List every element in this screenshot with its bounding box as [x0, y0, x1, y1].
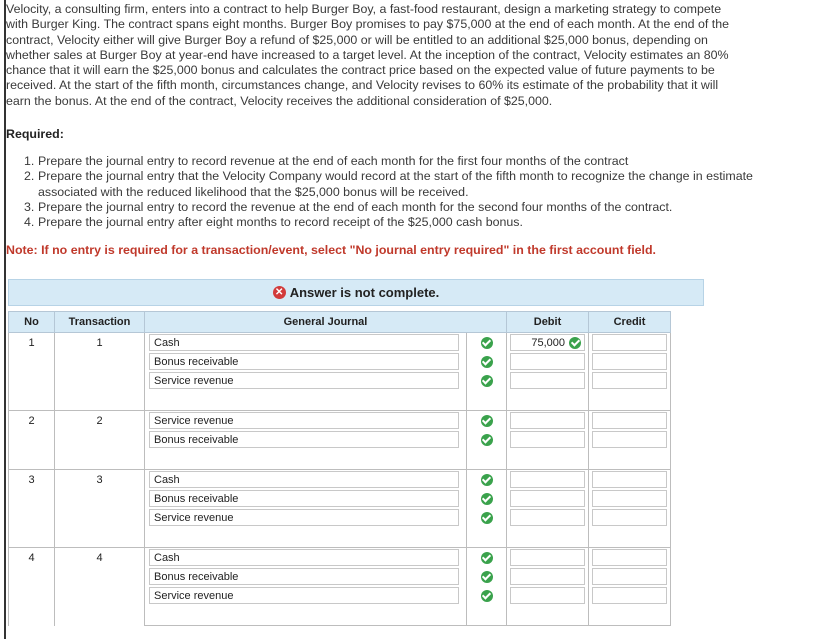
problem-line: received. At the start of the fifth month, circumstances change, and Velocity revises to 60% its estimate of the probability that it will [6, 78, 719, 93]
check-icon [481, 337, 493, 349]
debit-input[interactable] [510, 490, 585, 507]
entry-number: 2 [9, 411, 55, 470]
requirements-list [24, 154, 804, 230]
credit-input[interactable] [592, 431, 667, 448]
transaction-number: 4 [55, 548, 145, 626]
header-credit: Credit [589, 312, 671, 333]
requirement-number: 3. [24, 199, 35, 214]
credit-input[interactable] [592, 568, 667, 585]
credit-input[interactable] [592, 412, 667, 429]
check-icon [481, 434, 493, 446]
credit-input[interactable] [592, 353, 667, 370]
answer-status-banner [8, 279, 704, 306]
requirement-item [24, 200, 804, 215]
credit-input[interactable] [592, 509, 667, 526]
transaction-number: 2 [55, 411, 145, 470]
problem-line: whether sales at Burger Boy at year-end have increased to a target level. At the inception of the contract, Velocity estimates an 80% [6, 47, 729, 62]
entry-number: 3 [9, 470, 55, 548]
account-select[interactable]: Cash [149, 549, 459, 566]
transaction-number: 1 [55, 333, 145, 411]
debit-input[interactable] [510, 471, 585, 488]
requirement-item [24, 169, 804, 200]
header-transaction: Transaction [55, 312, 145, 333]
debit-input[interactable] [510, 353, 585, 370]
check-icon [481, 375, 493, 387]
account-select[interactable]: Bonus receivable [149, 490, 459, 507]
account-select[interactable]: Cash [149, 334, 459, 351]
check-icon [481, 590, 493, 602]
table-row [9, 548, 671, 568]
debit-input[interactable] [510, 568, 585, 585]
debit-input[interactable] [510, 334, 585, 351]
header-general-journal: General Journal [145, 312, 507, 333]
requirement-item [24, 154, 804, 169]
account-select[interactable]: Service revenue [149, 587, 459, 604]
account-select[interactable]: Bonus receivable [149, 353, 459, 370]
account-select[interactable]: Service revenue [149, 412, 459, 429]
required-heading: Required: [6, 127, 64, 141]
credit-input[interactable] [592, 334, 667, 351]
requirement-item [24, 215, 804, 230]
credit-input[interactable] [592, 587, 667, 604]
header-debit: Debit [507, 312, 589, 333]
debit-value: 75,000 [531, 336, 565, 349]
requirement-text: Prepare the journal entry to record revenue at the end of each month for the first four months of the contract [38, 154, 629, 168]
credit-input[interactable] [592, 549, 667, 566]
credit-input[interactable] [592, 471, 667, 488]
credit-input[interactable] [592, 490, 667, 507]
account-select[interactable]: Service revenue [149, 372, 459, 389]
credit-input[interactable] [592, 372, 667, 389]
entry-number: 4 [9, 548, 55, 626]
journal-table [8, 311, 671, 626]
account-select[interactable]: Cash [149, 471, 459, 488]
requirement-number: 2. [24, 169, 35, 184]
table-header-row [9, 312, 671, 333]
check-icon [481, 493, 493, 505]
check-icon [569, 337, 581, 349]
problem-line: contract, Velocity either will give Burger Boy a refund of $25,000 or will be entitled to an additional $25,000 bonus, depending on [6, 32, 708, 47]
problem-text [6, 2, 806, 109]
account-select[interactable]: Bonus receivable [149, 568, 459, 585]
problem-line: with Burger King. The contract spans eight months. Burger Boy promises to pay $75,000 at the end of each month. At the end of the [6, 17, 729, 32]
header-no: No [9, 312, 55, 333]
entry-number: 1 [9, 333, 55, 411]
problem-line: Velocity, a consulting firm, enters into a contract to help Burger Boy, a fast-food restaurant, design a marketing strategy to compete [6, 2, 722, 16]
debit-input[interactable] [510, 549, 585, 566]
problem-line: earn the bonus. At the end of the contract, Velocity receives the additional consideration of $25,000. [6, 93, 553, 108]
debit-input[interactable] [510, 412, 585, 429]
account-select[interactable]: Bonus receivable [149, 431, 459, 448]
check-icon [481, 571, 493, 583]
requirement-text: Prepare the journal entry after eight months to record receipt of the $25,000 cash bonus. [38, 215, 523, 230]
check-icon [481, 474, 493, 486]
table-row [9, 470, 671, 490]
debit-input[interactable] [510, 372, 585, 389]
debit-input[interactable] [510, 509, 585, 526]
check-icon [481, 415, 493, 427]
debit-input[interactable] [510, 587, 585, 604]
requirement-text: Prepare the journal entry that the Velocity Company would record at the start of the fifth month to recognize the change in estimate associated with the reduced likelihood that the $25,000 bonus will be received. [38, 169, 753, 199]
instruction-note: Note: If no entry is required for a transaction/event, select "No journal entry required" in the first account field. [6, 243, 656, 257]
check-icon [481, 552, 493, 564]
transaction-number: 3 [55, 470, 145, 548]
debit-input[interactable] [510, 431, 585, 448]
account-select[interactable]: Service revenue [149, 509, 459, 526]
requirement-number: 4. [24, 215, 35, 230]
check-icon [481, 512, 493, 524]
requirement-text: Prepare the journal entry to record the revenue at the end of each month for the second four months of the contract. [38, 199, 673, 214]
table-row [9, 411, 671, 431]
problem-line: chance that it will earn the $25,000 bonus and calculates the contract price based on the expected value of future payments to be [6, 63, 715, 78]
requirement-number: 1. [24, 154, 35, 168]
check-icon [481, 356, 493, 368]
table-row [9, 333, 671, 353]
x-circle-icon: ✕ [273, 286, 286, 299]
answer-status-text: Answer is not complete. [289, 285, 440, 300]
